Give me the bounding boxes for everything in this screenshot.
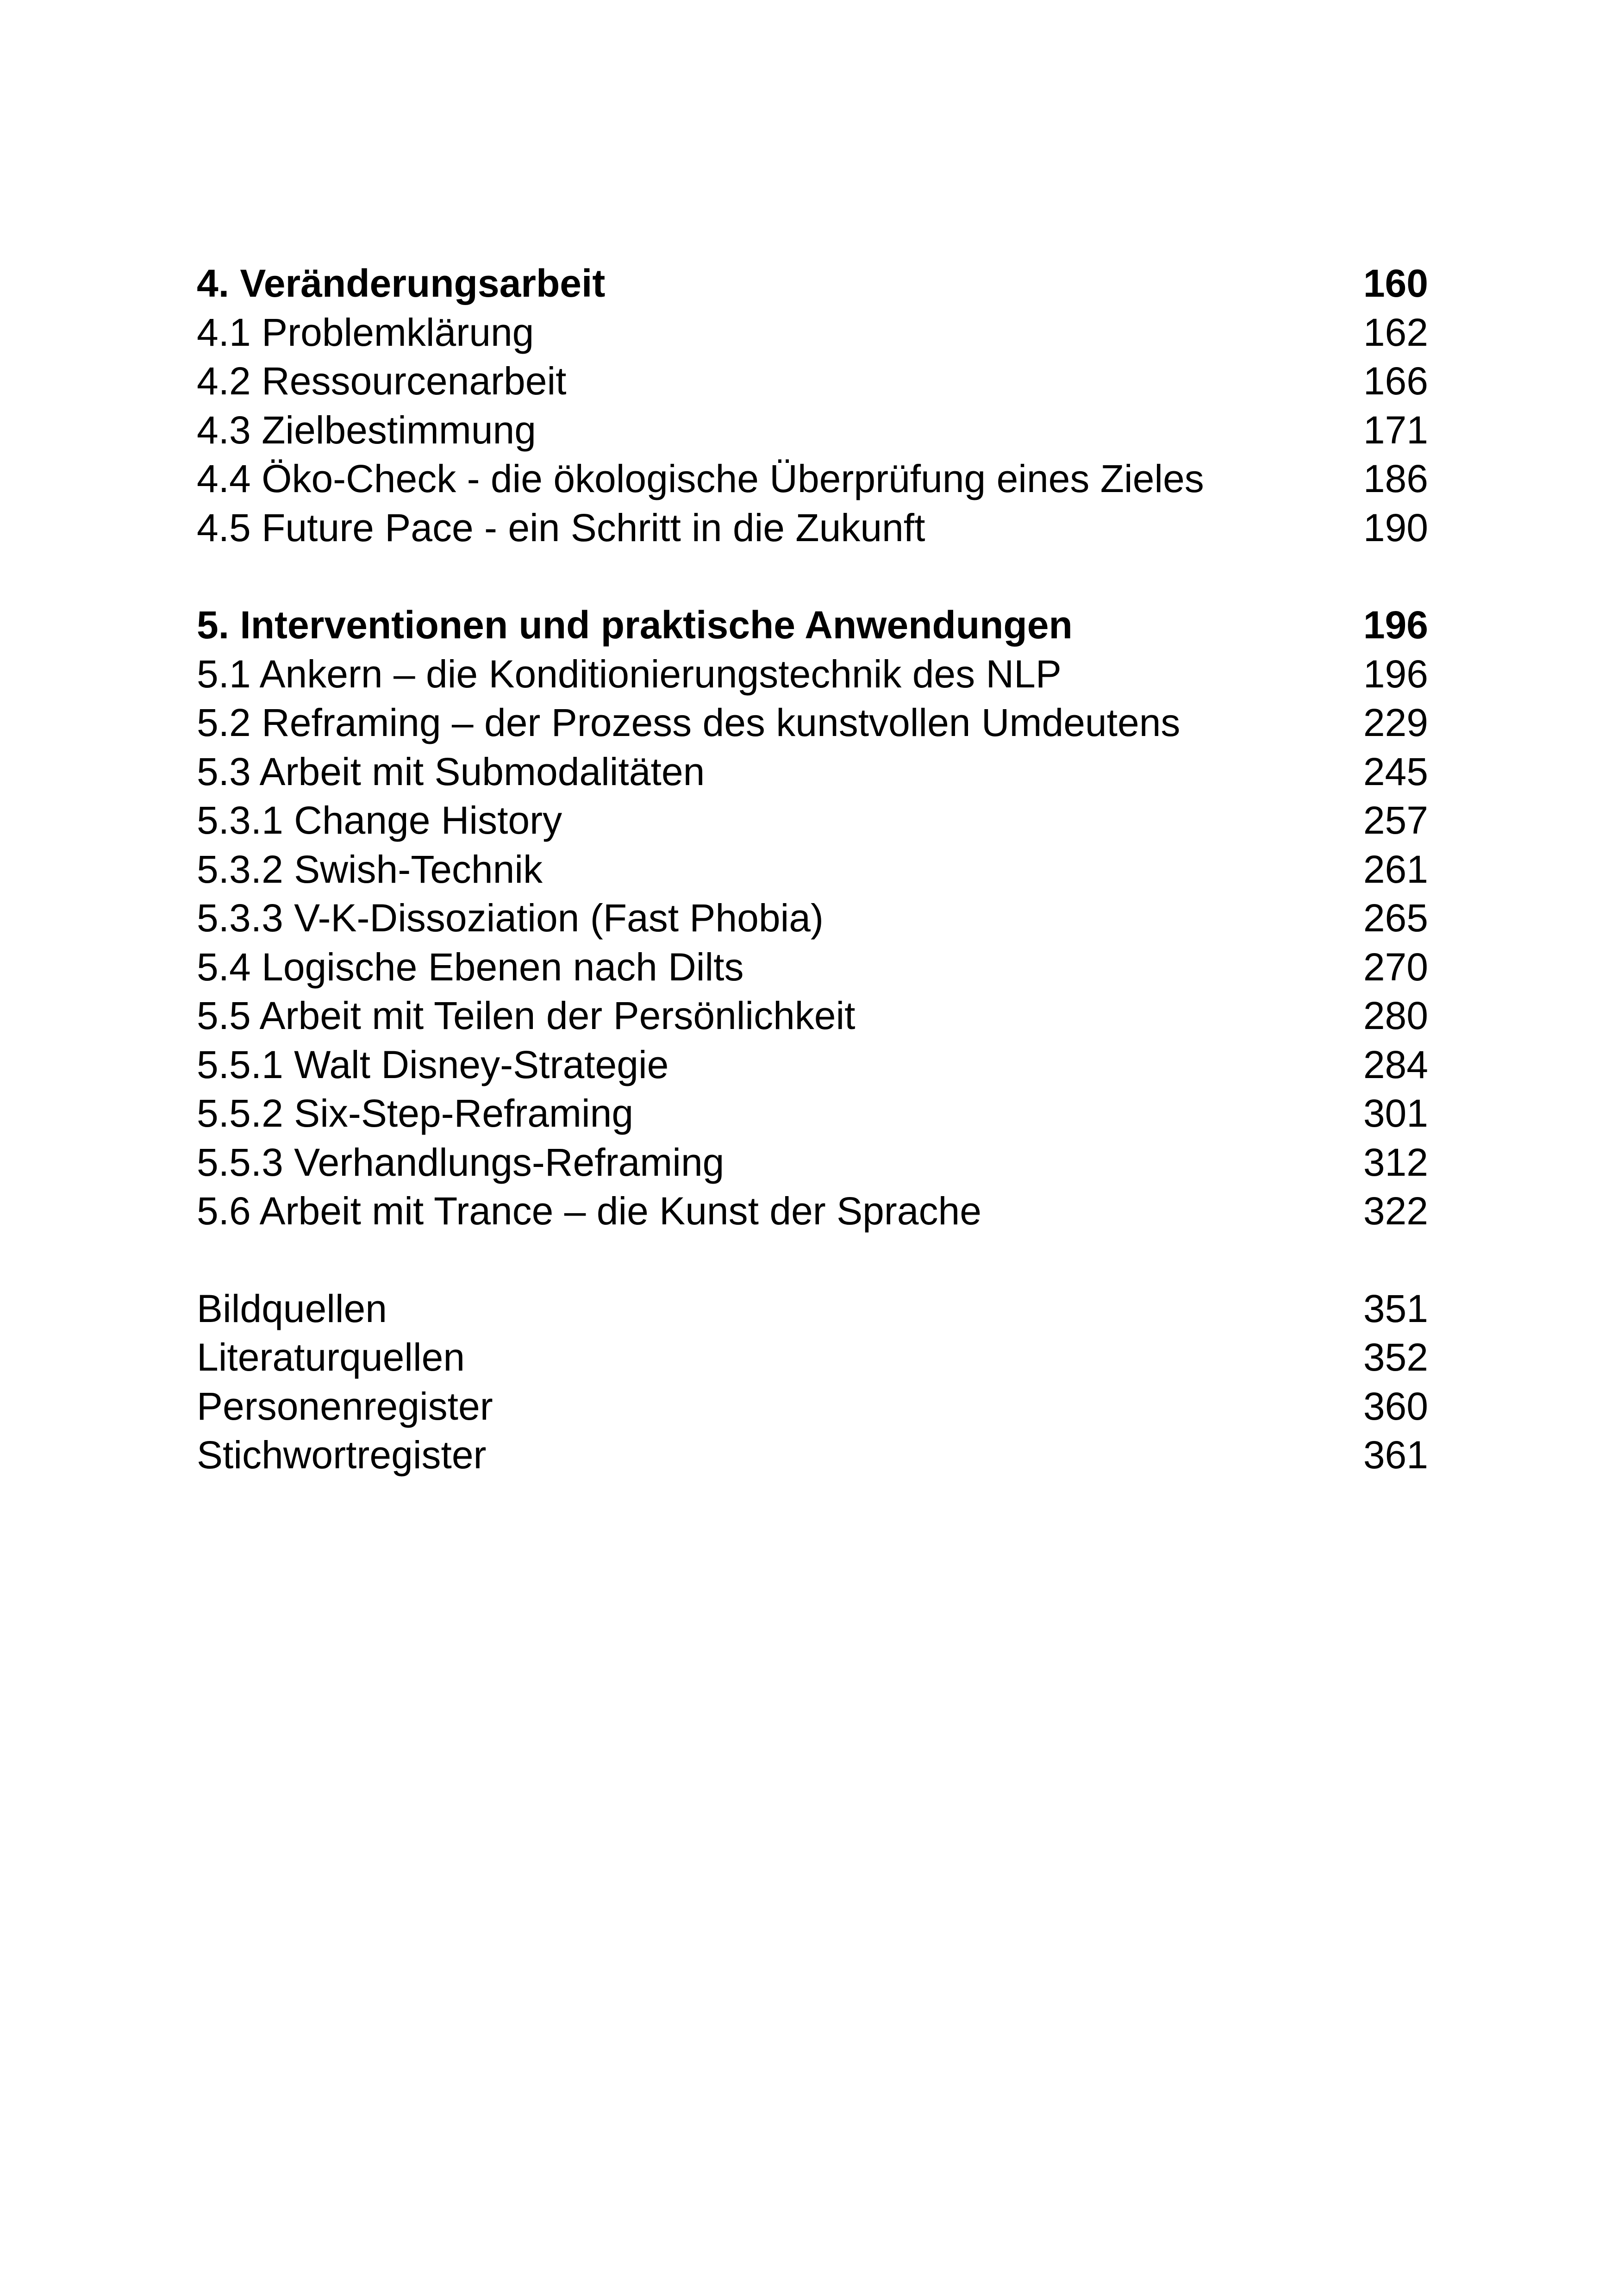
toc-entry-title: 5.3.1 Change History [197, 798, 562, 842]
toc-entry-title: 5.3.2 Swish-Technik [197, 847, 543, 891]
toc-entry-title: 4.4 Öko-Check - die ökologische Überprüfung eines Zieles [197, 457, 1204, 500]
toc-entry [197, 1041, 1428, 1090]
toc-entry-title: 5.3.3 V-K-Dissoziation (Fast Phobia) [197, 896, 824, 940]
toc-entry [197, 1089, 1428, 1138]
toc-entry-title: 5.5.2 Six-Step-Reframing [197, 1091, 634, 1135]
toc-entry-page-number: 196 [1363, 652, 1428, 696]
toc-chapter-heading [197, 259, 1428, 308]
toc-entry [197, 455, 1428, 504]
toc-entry-page-number: 245 [1363, 749, 1428, 793]
toc-entry-title: Literaturquellen [197, 1335, 465, 1379]
toc-entry-page-number: 301 [1363, 1091, 1428, 1135]
toc-entry [197, 504, 1428, 553]
toc-entry-page-number: 229 [1363, 701, 1428, 744]
toc-entry [197, 943, 1428, 992]
toc-entry [197, 1333, 1428, 1382]
toc-entry-page-number: 265 [1363, 896, 1428, 940]
toc-entry-title: Bildquellen [197, 1286, 387, 1330]
toc-entry-title: 5. Interventionen und praktische Anwendungen [197, 603, 1073, 647]
toc-entry-page-number: 322 [1363, 1189, 1428, 1233]
toc-entry [197, 308, 1428, 357]
toc-entry-page-number: 284 [1363, 1042, 1428, 1086]
toc-entry-title: 5.5.1 Walt Disney-Strategie [197, 1042, 669, 1086]
toc-entry-page-number: 280 [1363, 994, 1428, 1037]
toc-entry-title: 5.6 Arbeit mit Trance – die Kunst der Sprache [197, 1189, 981, 1233]
toc-entry-title: 5.5 Arbeit mit Teilen der Persönlichkeit [197, 994, 856, 1037]
toc-entry-page-number: 351 [1363, 1286, 1428, 1330]
toc-entry-page-number: 166 [1363, 359, 1428, 403]
toc-entry [197, 357, 1428, 406]
toc-entry-page-number: 190 [1363, 505, 1428, 549]
toc-entry [197, 1138, 1428, 1187]
toc-entry-title: 4.1 Problemklärung [197, 310, 534, 354]
toc-entry-title: 5.1 Ankern – die Konditionierungstechnik des NLP [197, 652, 1062, 696]
toc-chapter-heading [197, 601, 1428, 650]
toc-entry-page-number: 160 [1363, 262, 1428, 305]
toc-entry-title: Stichwortregister [197, 1433, 487, 1477]
toc-entry [197, 1285, 1428, 1334]
toc-entry-page-number: 312 [1363, 1140, 1428, 1184]
toc-entry [197, 894, 1428, 943]
toc-entry-title: 4. Veränderungsarbeit [197, 262, 606, 305]
toc-entry-title: Personenregister [197, 1384, 493, 1428]
toc-entry-page-number: 261 [1363, 847, 1428, 891]
toc-entry [197, 406, 1428, 455]
table-of-contents [197, 259, 1428, 1528]
toc-section [197, 601, 1428, 1236]
toc-entry-page-number: 196 [1363, 603, 1428, 647]
toc-entry [197, 796, 1428, 845]
toc-section [197, 259, 1428, 552]
toc-entry-title: 5.4 Logische Ebenen nach Dilts [197, 945, 744, 989]
toc-entry-page-number: 186 [1363, 457, 1428, 500]
toc-entry-page-number: 361 [1363, 1433, 1428, 1477]
toc-entry-title: 5.3 Arbeit mit Submodalitäten [197, 749, 705, 793]
toc-entry-page-number: 352 [1363, 1335, 1428, 1379]
toc-entry [197, 1187, 1428, 1236]
toc-entry-title: 5.2 Reframing – der Prozess des kunstvollen Umdeutens [197, 701, 1181, 744]
toc-entry [197, 992, 1428, 1041]
toc-entry [197, 748, 1428, 797]
toc-entry-page-number: 270 [1363, 945, 1428, 989]
toc-section [197, 1285, 1428, 1480]
toc-entry-title: 4.3 Zielbestimmung [197, 408, 536, 452]
toc-entry-page-number: 162 [1363, 310, 1428, 354]
toc-entry-title: 4.2 Ressourcenarbeit [197, 359, 567, 403]
toc-entry-title: 5.5.3 Verhandlungs-Reframing [197, 1140, 725, 1184]
toc-entry-page-number: 360 [1363, 1384, 1428, 1428]
toc-entry [197, 698, 1428, 748]
toc-entry-title: 4.5 Future Pace - ein Schritt in die Zukunft [197, 505, 925, 549]
toc-entry [197, 1431, 1428, 1480]
toc-entry-page-number: 257 [1363, 798, 1428, 842]
toc-entry [197, 1382, 1428, 1431]
toc-entry [197, 845, 1428, 894]
toc-entry [197, 650, 1428, 699]
toc-entry-page-number: 171 [1363, 408, 1428, 452]
